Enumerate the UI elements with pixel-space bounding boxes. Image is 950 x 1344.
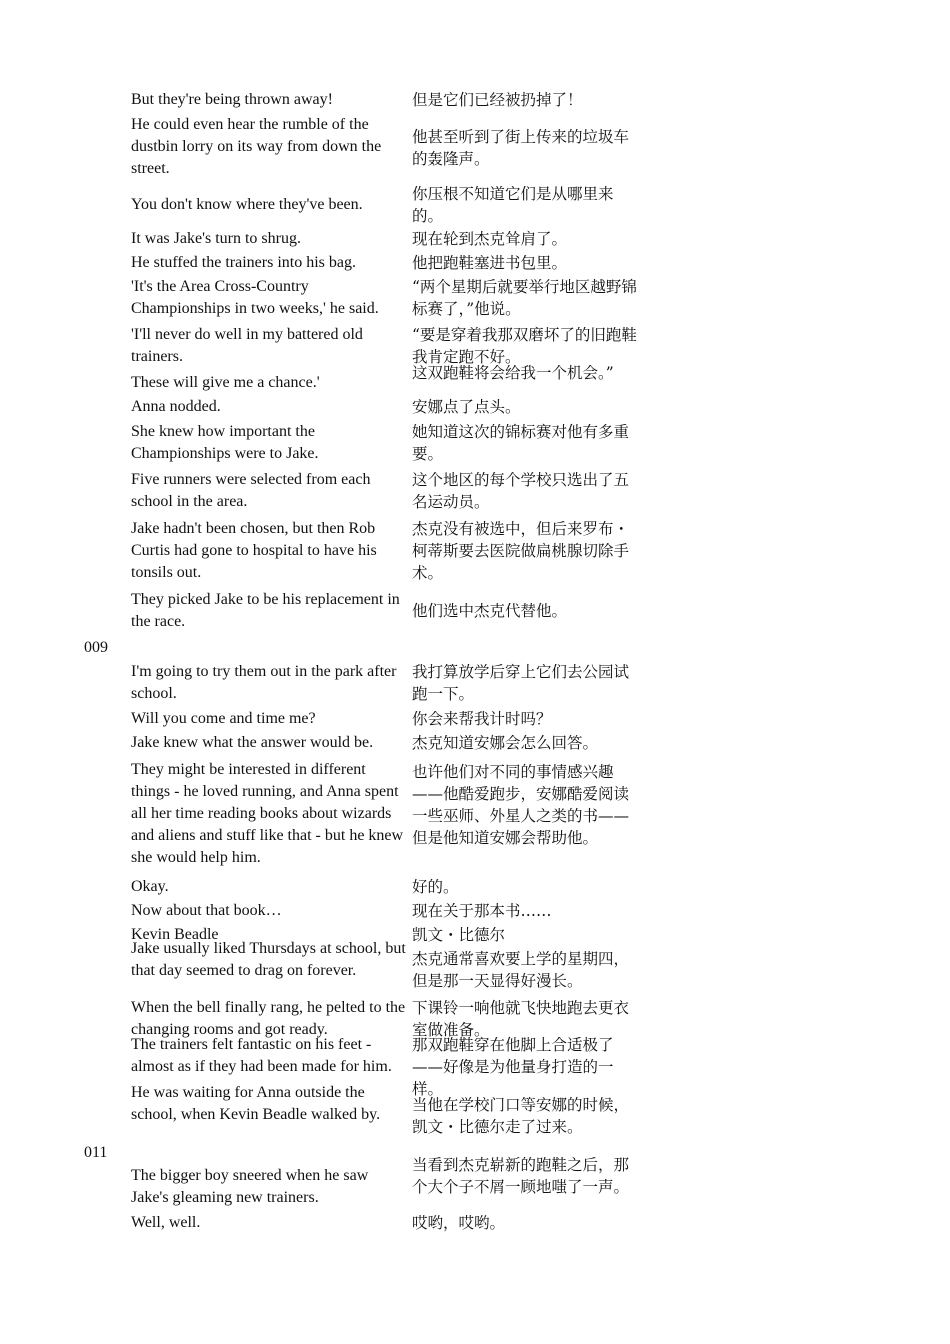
english-line: The trainers felt fantastic on his feet - almost as if they had been made for him. — [131, 1036, 392, 1075]
english-line: Jake knew what the answer would be. — [131, 734, 374, 751]
chinese-line: 杰克通常喜欢要上学的星期四，但是那一天显得好漫长。 — [412, 950, 630, 990]
chinese-line: 这双跑鞋将会给我一个机会。” — [412, 364, 614, 382]
chinese-line: 他们选中杰克代替他。 — [412, 602, 568, 620]
english-line: The bigger boy sneered when he saw Jake's gleaming new trainers. — [131, 1167, 369, 1206]
chinese-line: 杰克没有被选中，但后来罗布・柯蒂斯要去医院做扁桃腺切除手术。 — [412, 520, 630, 582]
english-line: He stuffed the trainers into his bag. — [131, 254, 356, 271]
chinese-line: 安娜点了点头。 — [412, 398, 521, 416]
page-marker: 009 — [84, 639, 108, 656]
english-line: It was Jake's turn to shrug. — [131, 230, 301, 247]
english-line: He could even hear the rumble of the dustbin lorry on its way from down the street. — [131, 116, 382, 177]
chinese-line: 当看到杰克崭新的跑鞋之后，那个大个子不屑一顾地嗤了一声。 — [412, 1156, 630, 1196]
english-line: Anna nodded. — [131, 398, 221, 415]
english-line: They might be interested in different things - he loved running, and Anna spent all her time reading books about wizards and aliens and stuff like that - but he knew she would help him. — [131, 761, 404, 866]
chinese-line: 好的。 — [412, 878, 459, 896]
english-line: These will give me a chance.' — [131, 374, 320, 391]
chinese-line: 凯文・比德尔 — [412, 926, 506, 944]
english-line: Jake usually liked Thursdays at school, but that day seemed to drag on forever. — [131, 940, 406, 979]
english-line: She knew how important the Championships were to Jake. — [131, 423, 319, 462]
english-line: Kevin Beadle — [131, 926, 219, 943]
english-line: Will you come and time me? — [131, 710, 316, 727]
chinese-line: 当他在学校门口等安娜的时候，凯文・比德尔走了过来。 — [412, 1096, 630, 1136]
chinese-line: 他把跑鞋塞进书包里。 — [412, 254, 568, 272]
chinese-line: 这个地区的每个学校只选出了五名运动员。 — [412, 471, 630, 511]
chinese-line: 杰克知道安娜会怎么回答。 — [412, 734, 599, 752]
english-line: 'It's the Area Cross-Country Championships in two weeks,' he said. — [131, 278, 379, 317]
chinese-line: 她知道这次的锦标赛对他有多重要。 — [412, 423, 630, 463]
english-line: But they're being thrown away! — [131, 91, 333, 108]
chinese-line: “要是穿着我那双磨坏了的旧跑鞋我肯定跑不好。 — [412, 326, 637, 366]
chinese-line: 他甚至听到了街上传来的垃圾车的轰隆声。 — [412, 128, 630, 168]
chinese-line: 现在关于那本书…… — [412, 902, 552, 920]
chinese-line: 我打算放学后穿上它们去公园试跑一下。 — [412, 663, 630, 703]
english-line: I'm going to try them out in the park after school. — [131, 663, 397, 702]
chinese-line: 下课铃一响他就飞快地跑去更衣室做准备。 — [412, 999, 630, 1039]
english-line: Now about that book… — [131, 902, 282, 919]
english-line: You don't know where they've been. — [131, 196, 363, 213]
english-line: They picked Jake to be his replacement in the race. — [131, 591, 400, 630]
chinese-line: 也许他们对不同的事情感兴趣——他酷爱跑步，安娜酷爱阅读一些巫师、外星人之类的书——但是他知道安娜会帮助他。 — [412, 763, 630, 847]
page-marker: 011 — [84, 1144, 108, 1161]
chinese-line: 但是它们已经被扔掉了！ — [412, 91, 583, 109]
english-line: Well, well. — [131, 1214, 201, 1231]
english-line: 'I'll never do well in my battered old trainers. — [131, 326, 363, 365]
chinese-line: 现在轮到杰克耸肩了。 — [412, 230, 568, 248]
chinese-line: 你压根不知道它们是从哪里来的。 — [412, 185, 614, 225]
english-line: He was waiting for Anna outside the school, when Kevin Beadle walked by. — [131, 1084, 381, 1123]
chinese-line: 哎哟，哎哟。 — [412, 1214, 506, 1232]
english-line: Okay. — [131, 878, 169, 895]
english-line: Jake hadn't been chosen, but then Rob Curtis had gone to hospital to have his tonsils out. — [131, 520, 377, 581]
chinese-line: 那双跑鞋穿在他脚上合适极了——好像是为他量身打造的一样。 — [412, 1036, 614, 1098]
english-line: Five runners were selected from each school in the area. — [131, 471, 371, 510]
chinese-line: 你会来帮我计时吗？ — [412, 710, 552, 728]
chinese-line: “两个星期后就要举行地区越野锦标赛了，”他说。 — [412, 278, 637, 318]
english-line: When the bell finally rang, he pelted to the changing rooms and got ready. — [131, 999, 406, 1038]
